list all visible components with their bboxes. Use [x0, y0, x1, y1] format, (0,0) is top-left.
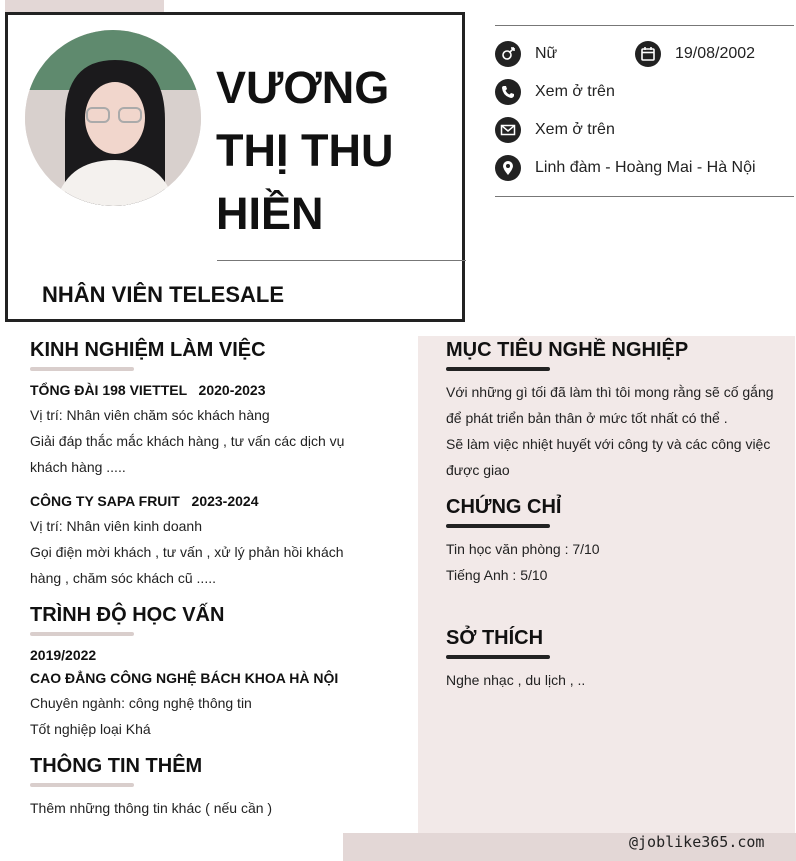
name-line: HIỀN: [216, 188, 324, 239]
mail-icon: [495, 117, 521, 143]
certificate-line: Tin học văn phòng : 7/10: [446, 541, 600, 557]
title-underline: [30, 367, 134, 371]
birthday-value: 19/08/2002: [675, 45, 756, 62]
job-company: TỔNG ĐÀI 198 VIETTEL 2020-2023: [30, 382, 266, 398]
job-line: Giải đáp thắc mắc khách hàng , tư vấn các dịch vụ: [30, 433, 345, 449]
phone-icon: [495, 79, 521, 105]
email-value: Xem ở trên: [535, 121, 615, 138]
gender-value: Nữ: [535, 45, 558, 62]
objective-line: Với những gì tối đã làm thì tôi mong rằng sẽ cố gắng: [446, 384, 774, 400]
hobbies-text: Nghe nhạc , du lịch , ..: [446, 672, 586, 688]
section-title-hobbies: SỞ THÍCH: [446, 627, 544, 649]
job-line: Gọi điện mời khách , tư vấn , xử lý phản hồi khách: [30, 544, 344, 560]
job-company: CÔNG TY SAPA FRUIT 2023-2024: [30, 493, 259, 509]
phone-value: Xem ở trên: [535, 83, 615, 100]
address-value: Linh đàm - Hoàng Mai - Hà Nội: [535, 159, 756, 176]
education-line: Tốt nghiệp loại Khá: [30, 721, 151, 737]
title-underline: [446, 524, 550, 528]
name-line: THỊ THU: [216, 125, 394, 176]
job-line: Vị trí: Nhân viên chăm sóc khách hàng: [30, 407, 270, 423]
education-line: Chuyên ngành: công nghệ thông tin: [30, 695, 252, 711]
education-year: 2019/2022: [30, 647, 97, 663]
calendar-icon: [635, 41, 661, 67]
section-title-experience: KINH NGHIỆM LÀM VIỆC: [30, 339, 266, 361]
objective-line: để phát triển bản thân ở mức tốt nhất có thể .: [446, 410, 728, 426]
title-underline: [446, 367, 550, 371]
objective-line: Sẽ làm việc nhiệt huyết với công ty và các công việc: [446, 436, 771, 452]
extra-text: Thêm những thông tin khác ( nếu cần ): [30, 800, 273, 816]
job-title: NHÂN VIÊN TELESALE: [42, 282, 285, 307]
section-title-objective: MỤC TIÊU NGHỀ NGHIỆP: [446, 339, 689, 361]
full-name: [216, 56, 456, 245]
education-school: CAO ĐẲNG CÔNG NGHỆ BÁCH KHOA HÀ NỘI: [30, 670, 339, 686]
divider: [217, 260, 466, 261]
divider: [495, 25, 794, 26]
title-underline: [30, 783, 134, 787]
location-icon: [495, 155, 521, 181]
job-line: Vị trí: Nhân viên kinh doanh: [30, 518, 202, 534]
gender-icon: [495, 41, 521, 67]
certificate-line: Tiếng Anh : 5/10: [446, 567, 548, 583]
divider: [495, 196, 794, 197]
job-line: khách hàng .....: [30, 459, 126, 475]
section-title-certificates: CHỨNG CHỈ: [446, 496, 562, 518]
avatar-photo: [25, 30, 201, 206]
job-line: hàng , chăm sóc khách cũ .....: [30, 570, 216, 586]
section-title-extra: THÔNG TIN THÊM: [30, 755, 203, 777]
title-underline: [446, 655, 550, 659]
watermark: @joblike365.com: [629, 833, 765, 851]
title-underline: [30, 632, 134, 636]
name-line: VƯƠNG: [216, 62, 390, 113]
objective-line: được giao: [446, 462, 510, 478]
section-title-education: TRÌNH ĐỘ HỌC VẤN: [30, 604, 225, 626]
